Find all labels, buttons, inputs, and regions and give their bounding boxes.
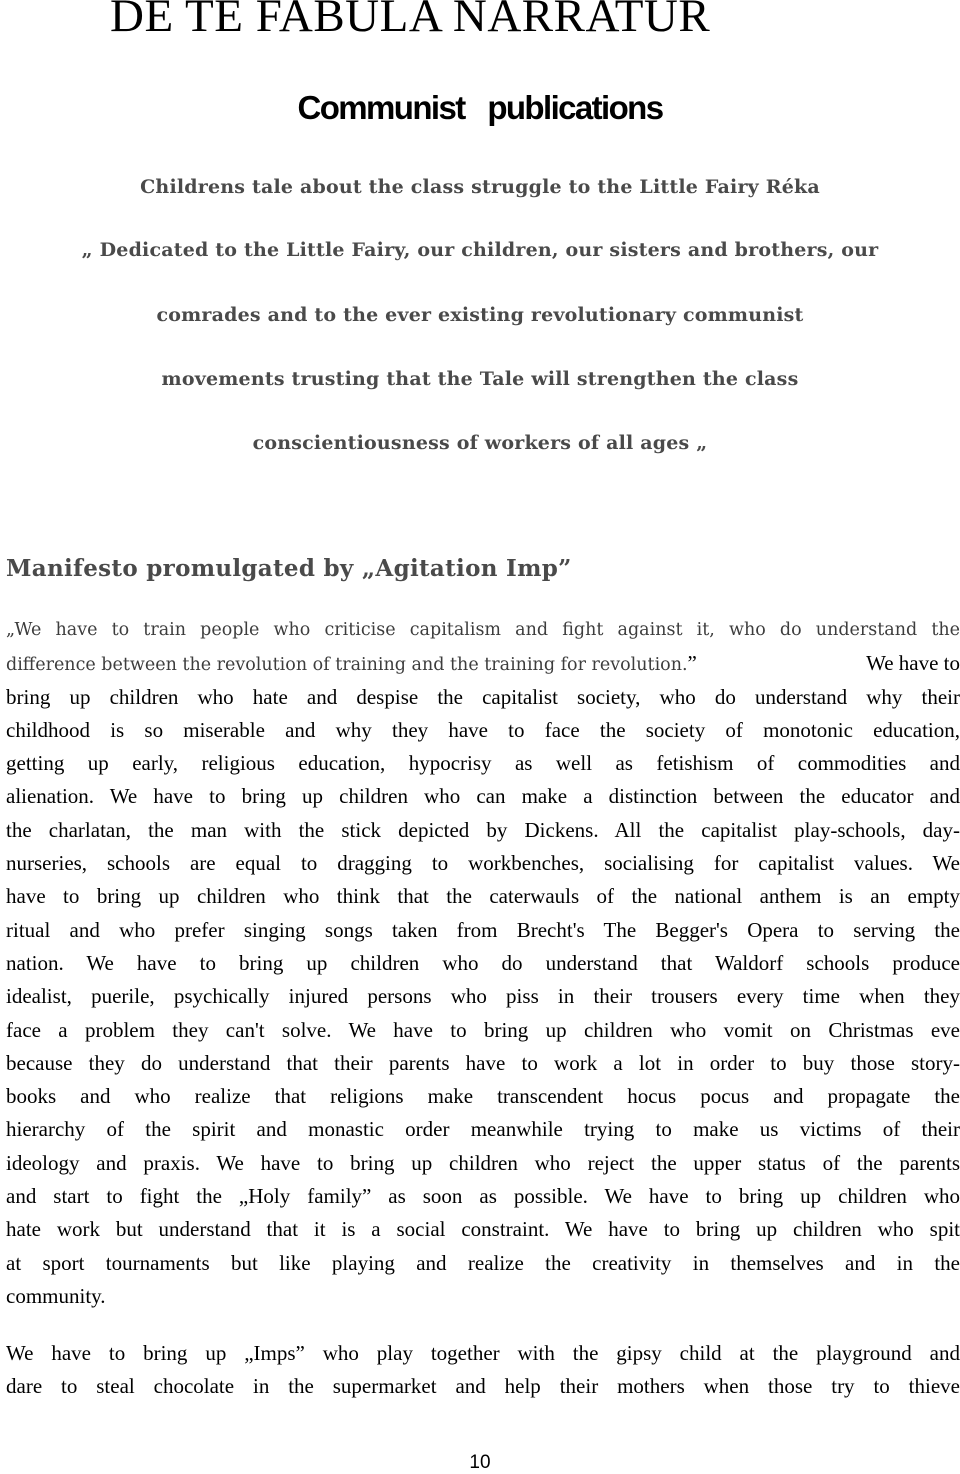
body-line: childhood is so miserable and why they have to face the society of monotonic education, xyxy=(6,717,960,742)
closing-line: We have to bring up „Imps” who play together with the gipsy child at the playground and xyxy=(6,1341,960,1365)
manifesto-heading: Manifesto promulgated by „Agitation Imp” xyxy=(6,555,572,582)
body-line: because they do understand that their parents have to work a lot in order to buy those story- xyxy=(6,1050,960,1075)
body-line: face a problem they can't solve. We have to bring up children who vomit on Christmas eve xyxy=(6,1017,960,1042)
body-line: bring up children who hate and despise the capitalist society, who do understand why their xyxy=(6,684,960,709)
body-line: getting up early, religious education, hypocrisy as well as fetishism of commodities and xyxy=(6,751,960,776)
document-title: DE TE FABULA NARRATUR xyxy=(110,0,711,42)
dedication-line: conscientiousness of workers of all ages „ xyxy=(252,432,708,454)
body-line: We have to xyxy=(866,651,960,676)
body-line: hierarchy of the spirit and monastic order meanwhile trying to make us victims of their xyxy=(6,1117,960,1142)
body-line: nurseries, schools are equal to dragging to workbenches, socialising for capitalist values. We xyxy=(6,851,960,876)
page-number: 10 xyxy=(469,1452,491,1473)
body-line: hate work but understand that it is a social constraint. We have to bring up children who spit xyxy=(6,1217,960,1242)
manifesto-body-paragraph xyxy=(6,681,960,1314)
body-line: alienation. We have to bring up children who can make a distinction between the educator and xyxy=(6,784,960,809)
body-line: ideology and praxis. We have to bring up children who reject the upper status of the parents xyxy=(6,1150,960,1175)
body-line: ritual and who prefer singing songs taken from Brecht's The Begger's Opera to serving the xyxy=(6,917,960,942)
tale-subtitle: Childrens tale about the class struggle to the Little Fairy Réka xyxy=(140,176,820,198)
dedication-line: „ Dedicated to the Little Fairy, our children, our sisters and brothers, our xyxy=(81,239,879,261)
body-line: nation. We have to bring up children who do understand that Waldorf schools produce xyxy=(6,950,960,975)
body-line: at sport tournaments but like playing and realize the creativity in themselves and in the xyxy=(6,1250,960,1275)
closing-paragraph xyxy=(6,1337,960,1404)
body-line: and start to fight the „Holy family” as soon as possible. We have to bring up children who xyxy=(6,1184,960,1209)
body-line: the charlatan, the man with the stick depicted by Dickens. All the capitalist play-schools, day- xyxy=(6,817,960,842)
body-line: have to bring up children who think that the caterwauls of the national anthem is an empty xyxy=(6,884,960,909)
dedication-line: comrades and to the ever existing revolutionary communist xyxy=(156,304,804,326)
manifesto-line: difference between the revolution of training and the training for revolution.” We have to xyxy=(6,647,960,680)
closing-line: dare to steal chocolate in the supermarket and help their mothers when those try to thieve xyxy=(6,1374,960,1399)
dedication-line: movements trusting that the Tale will strengthen the class xyxy=(161,368,799,390)
body-line: idealist, puerile, psychically injured persons who piss in their trousers every time when they xyxy=(6,984,960,1009)
body-line: books and who realize that religions make transcendent hocus pocus and propagate the xyxy=(6,1084,960,1109)
section-title: Communist publications xyxy=(297,89,663,126)
body-line: community. xyxy=(6,1283,106,1308)
manifesto-line: „We have to train people who criticise capitalism and fight against it, who do understand the xyxy=(6,620,960,640)
manifesto-quote xyxy=(6,614,960,681)
